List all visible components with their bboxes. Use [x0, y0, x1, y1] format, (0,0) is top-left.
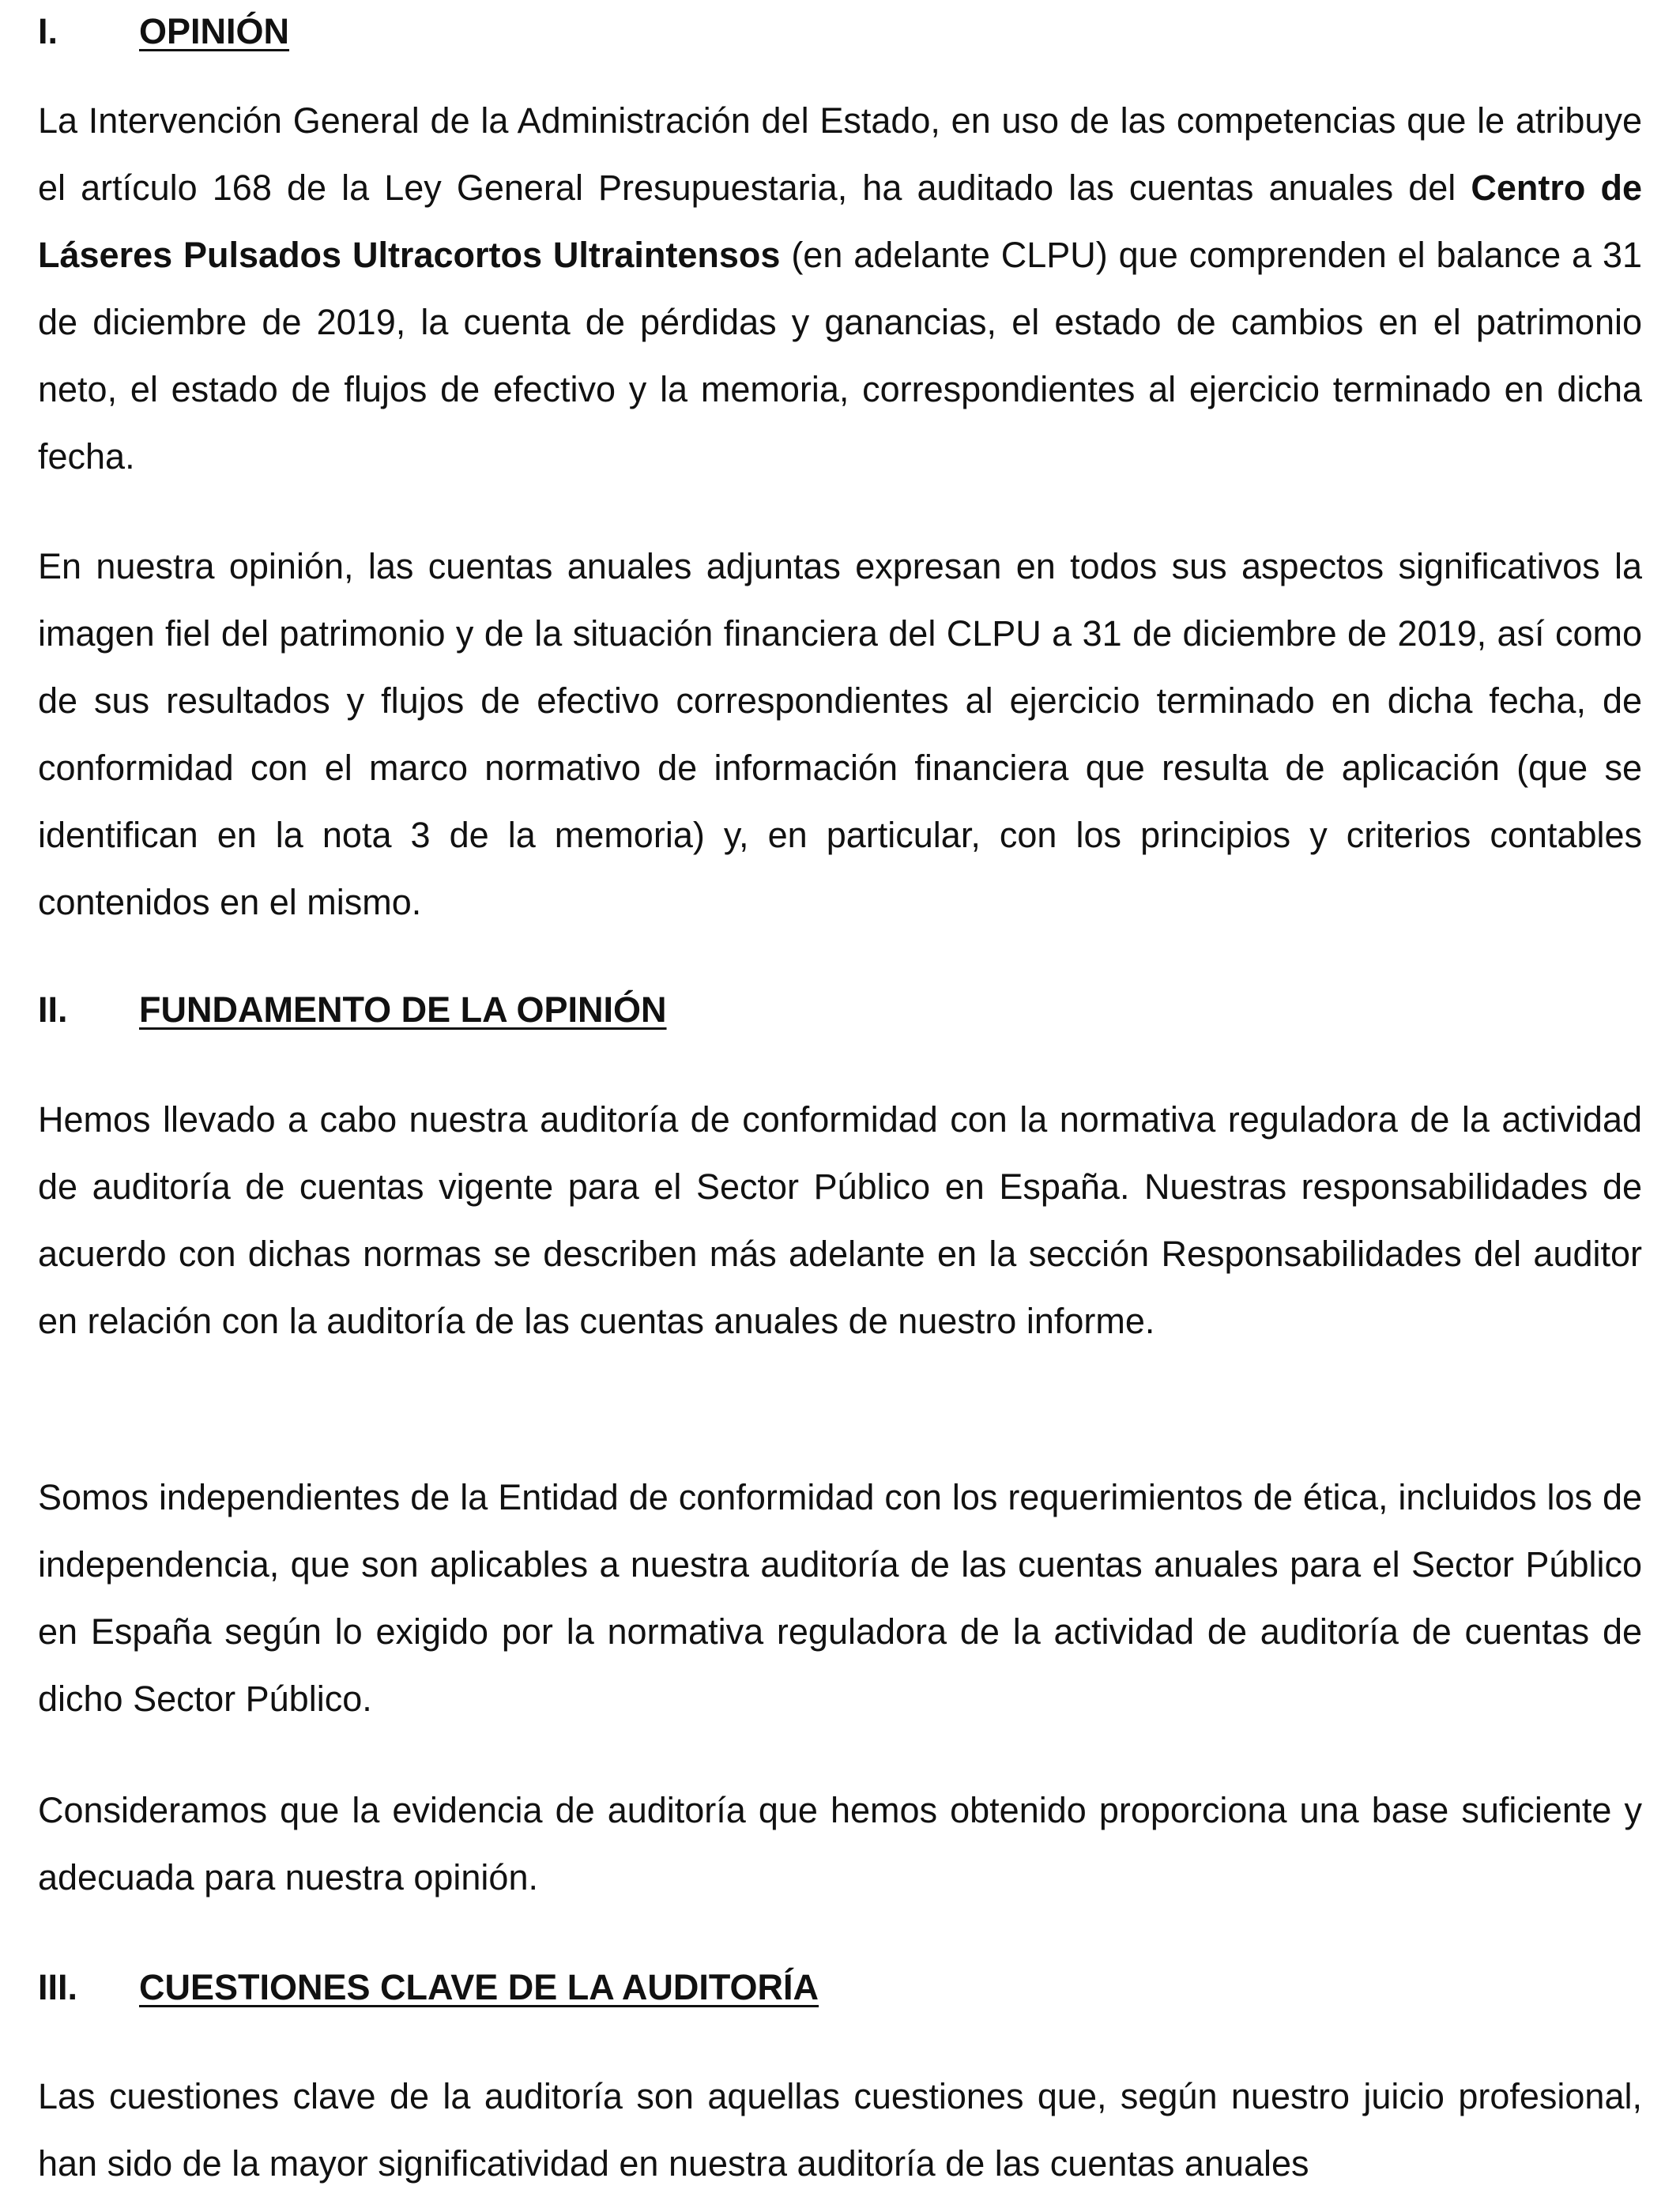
section-number: II.: [38, 989, 68, 1030]
paragraph-opinion-statement: En nuestra opinión, las cuentas anuales adjuntas expresan en todos sus aspectos significativos la imagen fiel del patrimonio y de la situación financiera del CLPU a 31 de diciembre de 2019, así como de sus resultados y flujos de efectivo correspondientes al ejercicio terminado en dicha fecha, de conformidad con el marco normativo de información financiera que resulta de aplicación (que se identifican en la nota 3 de la memoria) y, en particular, con los principios y criterios contables contenidos en el mismo.: [38, 546, 1642, 922]
paragraph-lead: La Intervención General de la Administración del Estado, en uso de las competencias que le atribuye el artículo 168 de la Ley General Presupuestaria, ha auditado las cuentas anuales del: [38, 100, 1642, 208]
section-heading-opinion: [38, 8, 289, 55]
entity-name: Centro de Láseres Pulsados Ultracortos Ultraintensos: [38, 168, 1642, 275]
section-heading-key-matters: [38, 1964, 819, 2011]
paragraph-basis-standards: Hemos llevado a cabo nuestra auditoría de conformidad con la normativa reguladora de la actividad de auditoría de cuentas vigente para el Sector Público en España. Nuestras responsabilidades de acuerdo con dichas normas se describen más adelante en la sección Responsabilidades del auditor en relación con la auditoría de las cuentas anuales de nuestro informe.: [38, 1099, 1642, 1341]
paragraph-tail: (en adelante CLPU) que comprenden el balance a 31 de diciembre de 2019, la cuenta de pérdidas y ganancias, el estado de cambios en el patrimonio neto, el estado de flujos de efectivo y la memoria, correspondientes al ejercicio terminado en dicha fecha.: [38, 235, 1642, 477]
section-number: III.: [38, 1967, 78, 2007]
section-title: FUNDAMENTO DE LA OPINIÓN: [139, 989, 667, 1030]
section-title: OPINIÓN: [139, 11, 290, 51]
section-number: I.: [38, 11, 58, 51]
section-heading-basis: [38, 986, 667, 1034]
paragraph-opinion-scope: [38, 87, 1642, 490]
section-title: CUESTIONES CLAVE DE LA AUDITORÍA: [139, 1967, 819, 2007]
paragraph-key-matters: Las cuestiones clave de la auditoría son aquellas cuestiones que, según nuestro juicio profesional, han sido de la mayor significatividad en nuestra auditoría de las cuentas anuales: [38, 2076, 1642, 2184]
paragraph-basis-independence: Somos independientes de la Entidad de conformidad con los requerimientos de ética, incluidos los de independencia, que son aplicables a nuestra auditoría de las cuentas anuales para el Sector Público en España según lo exigido por la normativa reguladora de la actividad de auditoría de cuentas de dicho Sector Público.: [38, 1477, 1642, 1719]
paragraph-basis-evidence: Consideramos que la evidencia de auditoría que hemos obtenido proporciona una base suficiente y adecuada para nuestra opinión.: [38, 1790, 1642, 1897]
